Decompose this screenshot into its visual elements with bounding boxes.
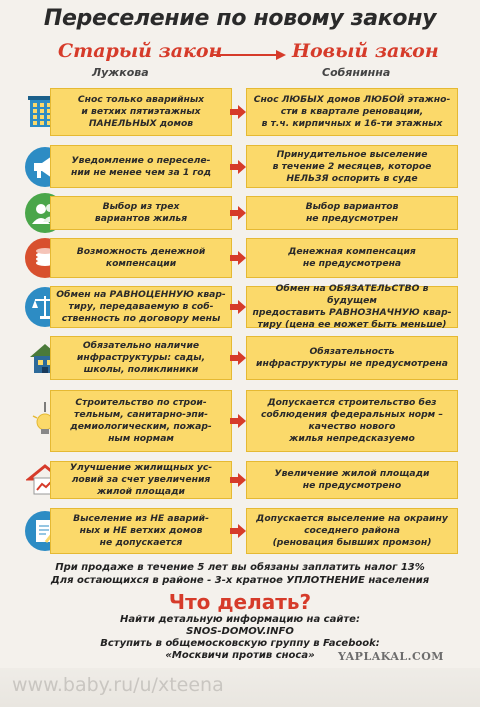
- old-law-cell-line: Строительство по строи-: [75, 397, 207, 408]
- old-law-cell-line: Обмен на РАВНОЦЕННУЮ квар-: [56, 289, 226, 300]
- new-law-cell-line: НЕЛЬЗЯ оспорить в суде: [286, 172, 418, 184]
- new-law-cell: [246, 145, 458, 188]
- arrow-right-icon: [230, 160, 246, 174]
- arrow-right-icon: [230, 351, 246, 365]
- new-law-cell-line: Принудительное выселение: [276, 148, 428, 160]
- new-law-cell-line: инфраструктуры не предусмотрена: [256, 358, 448, 369]
- old-law-cell-line: Улучшение жилищных ус-: [69, 462, 213, 473]
- old-law-cell-line: ПАНЕЛЬНЫХ домов: [88, 118, 194, 129]
- old-law-cell-line: Выбор из трех: [102, 201, 180, 212]
- new-law-cell: [246, 390, 458, 452]
- site-link[interactable]: SNOS-DOMOV.INFO: [186, 626, 294, 637]
- old-law-cell-line: инфраструктуры: сады,: [76, 352, 206, 363]
- comparison-row: [22, 283, 458, 330]
- arrow-right-icon: [230, 300, 246, 314]
- note-tax: При продаже в течение 5 лет вы обязаны заплатить налог 13%: [55, 562, 425, 573]
- note-density: Для остающихся в районе - 3-х кратное УПЛОТНЕНИЕ населения: [50, 575, 430, 586]
- arrow-right-icon: [230, 473, 246, 487]
- new-law-cell: [246, 88, 458, 136]
- new-law-author: Собянинна: [322, 66, 391, 79]
- old-law-cell-line: тельным, санитарно-эпи-: [74, 409, 208, 420]
- new-law-cell-line: тиру (цена ее может быть меньше): [257, 319, 447, 330]
- arrow-right-icon: [230, 524, 246, 538]
- new-law-cell-line: предоставить РАВНОЗНАЧНУЮ квар-: [252, 307, 452, 318]
- new-law-heading: Новый закон: [292, 40, 439, 62]
- old-law-cell-line: и ветхих пятиэтажных: [81, 106, 201, 117]
- comparison-row: [22, 390, 458, 452]
- old-law-cell-line: ловий за счет увеличения: [71, 474, 211, 485]
- arrow-right-icon: [230, 414, 246, 428]
- old-law-cell: [50, 508, 232, 554]
- comparison-row: [22, 461, 458, 499]
- arrow-right-icon: [230, 206, 246, 220]
- comparison-row: [22, 88, 458, 136]
- old-law-cell: [50, 88, 232, 136]
- new-law-cell-line: (реновация бывших промзон): [272, 537, 432, 548]
- old-law-cell-line: Возможность денежной: [76, 246, 206, 257]
- facebook-prefix: Вступить в общемосковскую группу в Facebook:: [100, 638, 380, 649]
- old-law-cell-line: вариантов жилья: [94, 213, 188, 224]
- old-law-cell-line: нии не менее чем за 1 год: [70, 166, 212, 178]
- new-law-cell: [246, 196, 458, 230]
- baby-watermark: www.baby.ru/u/xteena: [12, 674, 224, 696]
- old-law-cell-line: Снос только аварийных: [77, 94, 205, 105]
- new-law-cell-line: Обязательность: [309, 346, 395, 357]
- comparison-row: [22, 336, 458, 380]
- new-law-cell-line: не предусмотрен: [305, 213, 399, 224]
- new-law-cell-line: соблюдения федеральных норм –: [260, 409, 443, 420]
- old-law-cell-line: Уведомление о переселе-: [71, 154, 211, 166]
- old-law-cell-line: Выселение из НЕ аварий-: [73, 513, 209, 524]
- comparison-row: [22, 145, 458, 188]
- old-law-cell: [50, 336, 232, 380]
- new-law-cell-line: Допускается строительство без: [267, 397, 437, 408]
- new-law-cell-line: Снос ЛЮБЫХ домов ЛЮБОЙ этажно-: [253, 94, 451, 105]
- new-law-cell-line: Обмен на ОБЯЗАТЕЛЬСТВО в будущем: [275, 283, 429, 306]
- new-law-cell: [246, 238, 458, 278]
- new-law-cell-line: Допускается выселение на окраину: [256, 513, 448, 524]
- new-law-cell: [246, 461, 458, 499]
- old-law-cell: [50, 286, 232, 328]
- new-law-cell: [246, 508, 458, 554]
- new-law-cell: [246, 283, 458, 330]
- new-law-cell-line: Выбор вариантов: [305, 201, 399, 212]
- old-law-cell-line: жилой площади: [97, 486, 185, 497]
- old-law-cell-line: компенсации: [105, 258, 177, 269]
- new-law-cell: [246, 336, 458, 380]
- old-law-cell-line: тиру, передаваемую в соб-: [68, 301, 214, 312]
- arrow-right-icon: [230, 105, 246, 119]
- new-law-cell-line: жилья непредсказуемо: [289, 433, 415, 444]
- new-law-cell-line: Денежная компенсация: [288, 246, 416, 257]
- yaplakal-watermark: YAPLAKAL.COM: [338, 650, 444, 663]
- new-law-cell-line: качество нового: [308, 421, 396, 432]
- new-law-cell-line: соседнего района: [304, 525, 400, 536]
- old-law-cell-line: ных и НЕ ветхих домов: [79, 525, 203, 536]
- comparison-row: [22, 238, 458, 278]
- site-prefix: Найти детальную информацию на сайте:: [120, 614, 360, 625]
- old-law-author: Лужкова: [92, 66, 149, 79]
- new-law-cell-line: сти в квартале реновации,: [280, 106, 424, 117]
- old-law-cell: [50, 238, 232, 278]
- old-law-cell-line: школы, поликлиники: [83, 364, 199, 375]
- old-law-cell-line: ственность по договору мены: [61, 313, 221, 324]
- page-title: Переселение по новому закону: [43, 6, 437, 31]
- arrow-right-icon: [230, 251, 246, 265]
- old-law-cell-line: Обязательно наличие: [82, 340, 200, 351]
- new-law-cell-line: в течение 2 месяцев, которое: [272, 160, 432, 172]
- new-law-cell-line: не предусмотрена: [302, 258, 402, 269]
- old-law-cell: [50, 461, 232, 499]
- comparison-row: [22, 196, 458, 230]
- facebook-group-link[interactable]: «Москвичи против сноса»: [165, 650, 315, 661]
- old-law-cell: [50, 390, 232, 452]
- new-law-cell-line: Увеличение жилой площади: [274, 468, 430, 479]
- old-law-cell-line: не допускается: [99, 537, 183, 548]
- old-law-cell: [50, 145, 232, 188]
- new-law-cell-line: не предусмотрено: [302, 480, 402, 491]
- comparison-row: [22, 508, 458, 554]
- old-law-heading: Старый закон: [58, 40, 223, 62]
- header-arrow-icon: [212, 50, 286, 60]
- what-to-do-heading: Что делать?: [168, 590, 312, 614]
- new-law-cell-line: в т.ч. кирпичных и 16-ти этажных: [261, 118, 443, 129]
- old-law-cell: [50, 196, 232, 230]
- old-law-cell-line: ным нормам: [108, 433, 174, 444]
- old-law-cell-line: демиологическим, пожар-: [70, 421, 212, 432]
